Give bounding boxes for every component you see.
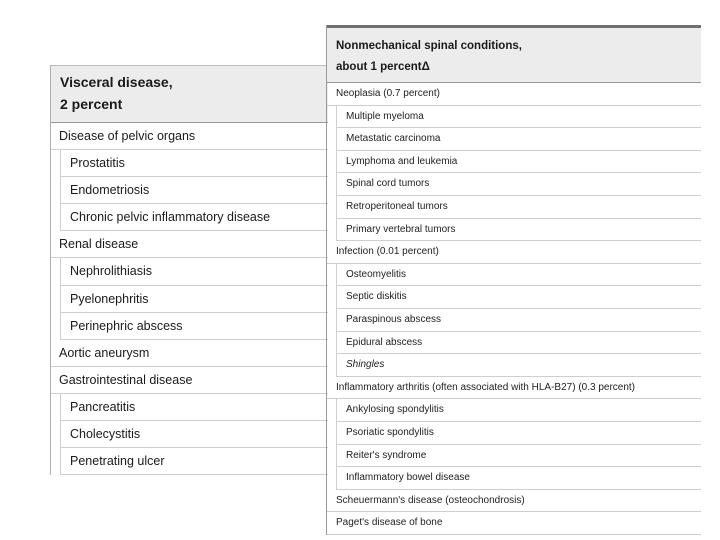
visceral-header-line2: 2 percent [60, 96, 123, 112]
table-row: Paget's disease of bone [327, 512, 701, 535]
table-row: Scheuermann's disease (osteochondrosis) [327, 490, 701, 513]
nonmechanical-spinal-header [327, 25, 701, 83]
table-row: Inflammatory bowel disease [327, 467, 701, 490]
table-row: Chronic pelvic inflammatory disease [51, 204, 328, 231]
table-row: Septic diskitis [327, 286, 701, 309]
visceral-disease-rows [51, 123, 328, 475]
table-row: Aortic aneurysm [51, 340, 328, 367]
table-row: Renal disease [51, 231, 328, 258]
nonmechanical-header-line1: Nonmechanical spinal conditions, [336, 40, 522, 52]
table-row: Retroperitoneal tumors [327, 196, 701, 219]
table-row: Gastrointestinal disease [51, 367, 328, 394]
table-row: Ankylosing spondylitis [327, 399, 701, 422]
table-row: Metastatic carcinoma [327, 128, 701, 151]
visceral-disease-header [51, 65, 328, 123]
table-row: Inflammatory arthritis (often associated with HLA-B27) (0.3 percent) [327, 377, 701, 400]
nonmechanical-header-line2: about 1 percentΔ [336, 61, 430, 73]
table-row: Infection (0.01 percent) [327, 241, 701, 264]
table-row: Endometriosis [51, 177, 328, 204]
table-row: Psoriatic spondylitis [327, 422, 701, 445]
table-row: Neoplasia (0.7 percent) [327, 83, 701, 106]
table-row: Primary vertebral tumors [327, 219, 701, 242]
table-row: Disease of pelvic organs [51, 123, 328, 150]
table-row: Spinal cord tumors [327, 173, 701, 196]
nonmechanical-spinal-table [326, 25, 701, 535]
visceral-header-line1: Visceral disease, [60, 74, 173, 90]
table-row: Pyelonephritis [51, 286, 328, 313]
table-row: Pancreatitis [51, 394, 328, 421]
table-row: Shingles [327, 354, 701, 377]
table-row: Osteomyelitis [327, 264, 701, 287]
table-row: Penetrating ulcer [51, 448, 328, 475]
table-row: Paraspinous abscess [327, 309, 701, 332]
visceral-disease-table [50, 65, 328, 475]
table-row: Cholecystitis [51, 421, 328, 448]
table-row: Epidural abscess [327, 332, 701, 355]
table-row: Nephrolithiasis [51, 258, 328, 285]
table-row: Lymphoma and leukemia [327, 151, 701, 174]
table-row: Perinephric abscess [51, 313, 328, 340]
nonmechanical-spinal-rows [327, 83, 701, 535]
table-row: Prostatitis [51, 150, 328, 177]
table-row: Reiter's syndrome [327, 445, 701, 468]
table-row: Multiple myeloma [327, 106, 701, 129]
